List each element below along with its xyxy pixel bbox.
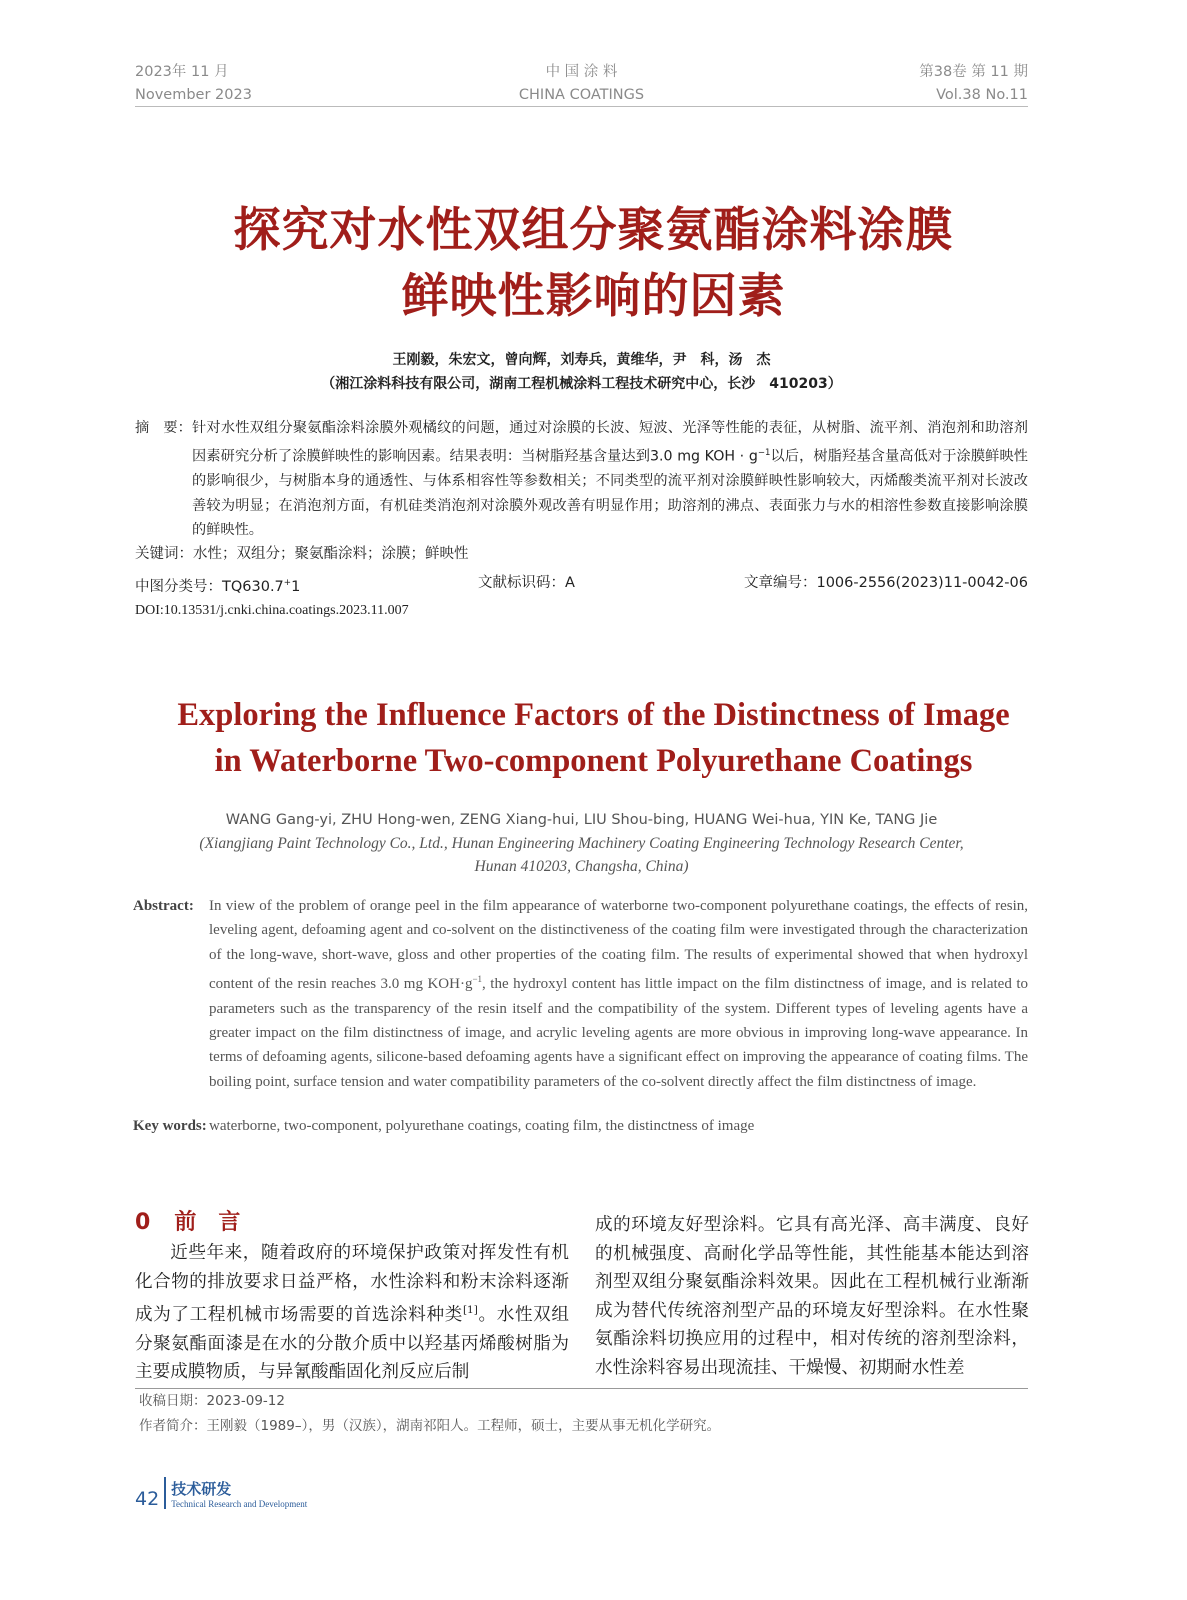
abstract-cn-text-2: 以后，树脂羟基含量高低对于涂膜鲜映性的影响很少，与树脂本身的通透性、与体系相容性等参数相关；不同类型的流平剂对涂膜鲜映性影响较大，丙烯酸类流平剂对长波改善较为明显；在消泡剂方面，有机硅类消泡剂对涂膜外观改善有明显作用；助溶剂的沸点、表面张力与水的相溶性参数直接影响涂膜的鲜映性。 [192, 448, 1028, 539]
doi[interactable]: DOI:10.13531/j.cnki.china.coatings.2023.11.007 [135, 603, 409, 618]
abstract-en-sup: −1 [472, 974, 483, 985]
header-date-en: November 2023 [135, 87, 252, 103]
title-en [0, 692, 1187, 784]
clc-tail: 1 [291, 578, 301, 595]
clc-number [135, 573, 300, 597]
header-journal-en: CHINA COATINGS [518, 87, 645, 103]
footer-divider [164, 1477, 166, 1509]
header-rule [135, 106, 1028, 107]
header-journal-cn: 中 国 涂 料 [545, 64, 618, 80]
citation-ref[interactable]: [1] [462, 1304, 478, 1317]
header-date-cn: 2023年 11 月 [135, 64, 229, 80]
doc-code: 文献标识码：A [478, 575, 575, 591]
abstract-en-text-1: In view of the problem of orange peel in the film appearance of waterborne two-component polyurethane coatings, the effects of resin, leveling agent, defoaming agent and co-solvent on the distinctiveness of the coating film were investigated through the characterization of the long-wave, short-wave, gloss and other properties of the coating film. The results of experimental showed that when hydroxyl content of the resin reaches 3.0 mg KOH·g [209, 898, 1028, 993]
abstract-cn-sup: −1 [757, 447, 771, 458]
authors-cn: 王刚毅，朱宏文，曾向辉，刘寿兵，黄维华，尹 科，汤 杰 [392, 352, 771, 368]
abstract-en-text-2: , the hydroxyl content has little impact on the film distinctness of image, and is related to parameters such as the transparency of the resin itself and the compatibility of the system. Different types of leveling agents have a greater impact on the film distinctness of image, and acrylic leveling agents are more obvious in improving long-wave appearance. In terms of defoaming agents, silicone-based defoaming agents have a significant effect on improving the appearance of coating films. The boiling point, surface tension and water compatibility parameters of the co-solvent directly affect the film distinctness of image. [209, 976, 1028, 1090]
abstract-cn-label: 摘 要： [135, 420, 192, 436]
title-cn-line-1: 探究对水性双组分聚氨酯涂料涂膜 [233, 203, 954, 258]
title-en-line-1: Exploring the Influence Factors of the Distinctness of Image [177, 697, 1010, 733]
section-heading [135, 1205, 240, 1236]
page-footer [135, 1477, 307, 1509]
title-en-line-2: in Waterborne Two-component Polyurethane Coatings [214, 743, 973, 779]
affiliation-en-line-2: Hunan 410203, Changsha, China) [474, 858, 689, 875]
abstract-en [133, 894, 1028, 1094]
abstract-cn [135, 416, 1028, 543]
affiliation-en [100, 832, 1063, 878]
abstract-cn-text [192, 416, 1028, 543]
header-issue-cn: 第38卷 第 11 期 [919, 64, 1028, 80]
footnotes [139, 1389, 720, 1439]
received-date: 收稿日期：2023-09-12 [139, 1393, 285, 1409]
keywords-en-text: waterborne, two-component, polyurethane coatings, coating film, the distinctness of image [209, 1118, 755, 1134]
keywords-cn: 关键词：水性；双组分；聚氨酯涂料；涂膜；鲜映性 [135, 546, 469, 562]
header-issue-en: Vol.38 No.11 [936, 87, 1028, 103]
section-title: 前 言 [174, 1210, 241, 1235]
footer-column-cn: 技术研发 [171, 1480, 232, 1498]
keywords-en-label: Key words: [133, 1118, 207, 1134]
footer-column [171, 1478, 307, 1509]
title-cn [0, 198, 1187, 330]
section-number: 0 [135, 1210, 151, 1235]
body-left-column [135, 1239, 569, 1387]
clc-sup: + [283, 578, 292, 588]
body-right-column: 成的环境友好型涂料。它具有高光泽、高丰满度、良好的机械强度、高耐化学品等性能，其性能基本能达到溶剂型双组分聚氨酯涂料效果。因此在工程机械行业渐渐成为替代传统溶剂型产品的环境友好型涂料。在水性聚氨酯涂料切换应用的过程中，相对传统的溶剂型涂料，水性涂料容易出现流挂、干燥慢、初期耐水性差 [595, 1215, 1029, 1378]
keywords-en [133, 1114, 1028, 1138]
abstract-en-label: Abstract: [133, 898, 194, 914]
footer-column-en: Technical Research and Development [171, 1499, 308, 1509]
affiliation-en-line-1: (Xiangjiang Paint Technology Co., Ltd., Hunan Engineering Machinery Coating Engineering Technology Research Center, [199, 835, 964, 852]
body-left-text-2: 。水性双组分聚氨酯面漆是在水的分散介质中以羟基丙烯酸树脂为主要成膜物质，与异氰酸酯固化剂反应后制 [135, 1305, 569, 1383]
abstract-cn-text-1: 针对水性双组分聚氨酯涂料涂膜外观橘纹的问题，通过对涂膜的长波、短波、光泽等性能的表征，从树脂、流平剂、消泡剂和助溶剂因素研究分析了涂膜鲜映性的影响因素。结果表明：当树脂羟基含量达到3.0 mg KOH · g [192, 420, 1028, 465]
body-left-text-1: 近些年来，随着政府的环境保护政策对挥发性有机化合物的排放要求日益严格，水性涂料和粉末涂料逐渐成为了工程机械市场需要的首选涂料种类 [135, 1243, 569, 1326]
abstract-en-text [209, 894, 1028, 1094]
authors-en: WANG Gang-yi, ZHU Hong-wen, ZENG Xiang-hui, LIU Shou-bing, HUANG Wei-hua, YIN Ke, TANG Jie [225, 812, 938, 828]
page-number: 42 [135, 1488, 160, 1510]
header-issue [919, 61, 1028, 107]
affiliation-cn: （湘江涂料科技有限公司，湖南工程机械涂料工程技术研究中心，长沙 410203） [321, 376, 842, 392]
clc-label: 中图分类号：TQ630.7 [135, 578, 284, 595]
article-number: 文章编号：1006-2556(2023)11-0042-06 [743, 575, 1028, 591]
title-cn-line-2: 鲜映性影响的因素 [401, 269, 786, 324]
author-bio: 作者简介：王刚毅（1989–），男（汉族），湖南祁阳人。工程师，硕士，主要从事无机化学研究。 [139, 1418, 721, 1434]
